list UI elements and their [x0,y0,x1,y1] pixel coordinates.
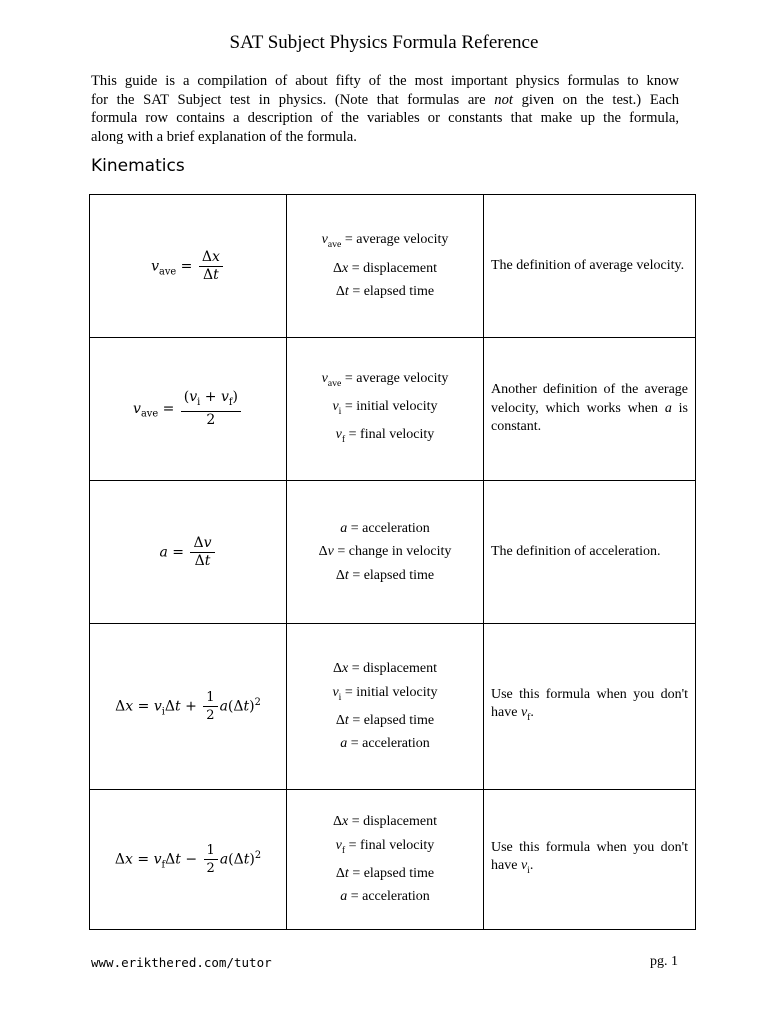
variables-cell: a = acceleration Δv = change in velocity Δt = elapsed time [287,481,484,624]
description-cell: Use this formula when you don't have $v_f$. [484,624,696,790]
formula-cell: $v_{ave}$ = $\frac{(v_i + v_f)}{2}$ [90,338,287,481]
variables-cell: Δx = displacement $v_i$ = initial velocity Δt = elapsed time a = acceleration [287,624,484,790]
intro-line: for the SAT Subject test in physics. (Note that formulas are not given on the test.) Each [91,91,679,108]
table-row [90,624,696,790]
page-title: SAT Subject Physics Formula Reference [229,32,539,53]
section-heading-kinematics: Kinematics [91,156,185,176]
emphasis-not: not [494,91,513,108]
formula-cell: $\Delta x = v_f\Delta t$ − $\frac{1}{2}$ $a(\Delta t)^2$ [90,790,287,930]
table-row [90,338,696,481]
description-cell: Another definition of the average velocity, which works when a is constant. [484,338,696,481]
formula-table [89,194,696,930]
table-row [90,481,696,624]
description-cell: The definition of average velocity. [484,195,696,338]
formula-cell: $v_{ave}$ = $\frac{\Delta x}{\Delta t}$ [90,195,287,338]
intro-line: along with a brief explanation of the formula. [91,128,357,145]
variables-cell: $v_{ave}$ = average velocity Δx = displacement Δt = elapsed time [287,195,484,338]
variables-cell: $v_{ave}$ = average velocity $v_i$ = initial velocity $v_f$ = final velocity [287,338,484,481]
intro-line: This guide is a compilation of about fifty of the most important physics formulas to know [91,73,679,89]
footer-url-link[interactable]: www.erikthered.com/tutor [91,955,272,970]
table-row [90,195,696,338]
intro-line: formula row contains a description of the variables or constants that make up the formula, [91,110,679,126]
table-row [90,790,696,930]
page-number: pg. 1 [650,954,678,969]
formula-cell: $\Delta x = v_i\Delta t$ + $\frac{1}{2}$ $a(\Delta t)^2$ [90,624,287,790]
variables-cell: Δx = displacement $v_f$ = final velocity Δt = elapsed time a = acceleration [287,790,484,930]
intro-paragraph [91,72,679,146]
description-cell: Use this formula when you don't have $v_i$. [484,790,696,930]
description-cell: The definition of acceleration. [484,481,696,624]
formula-cell: a = $\frac{\Delta v}{\Delta t}$ [90,481,287,624]
